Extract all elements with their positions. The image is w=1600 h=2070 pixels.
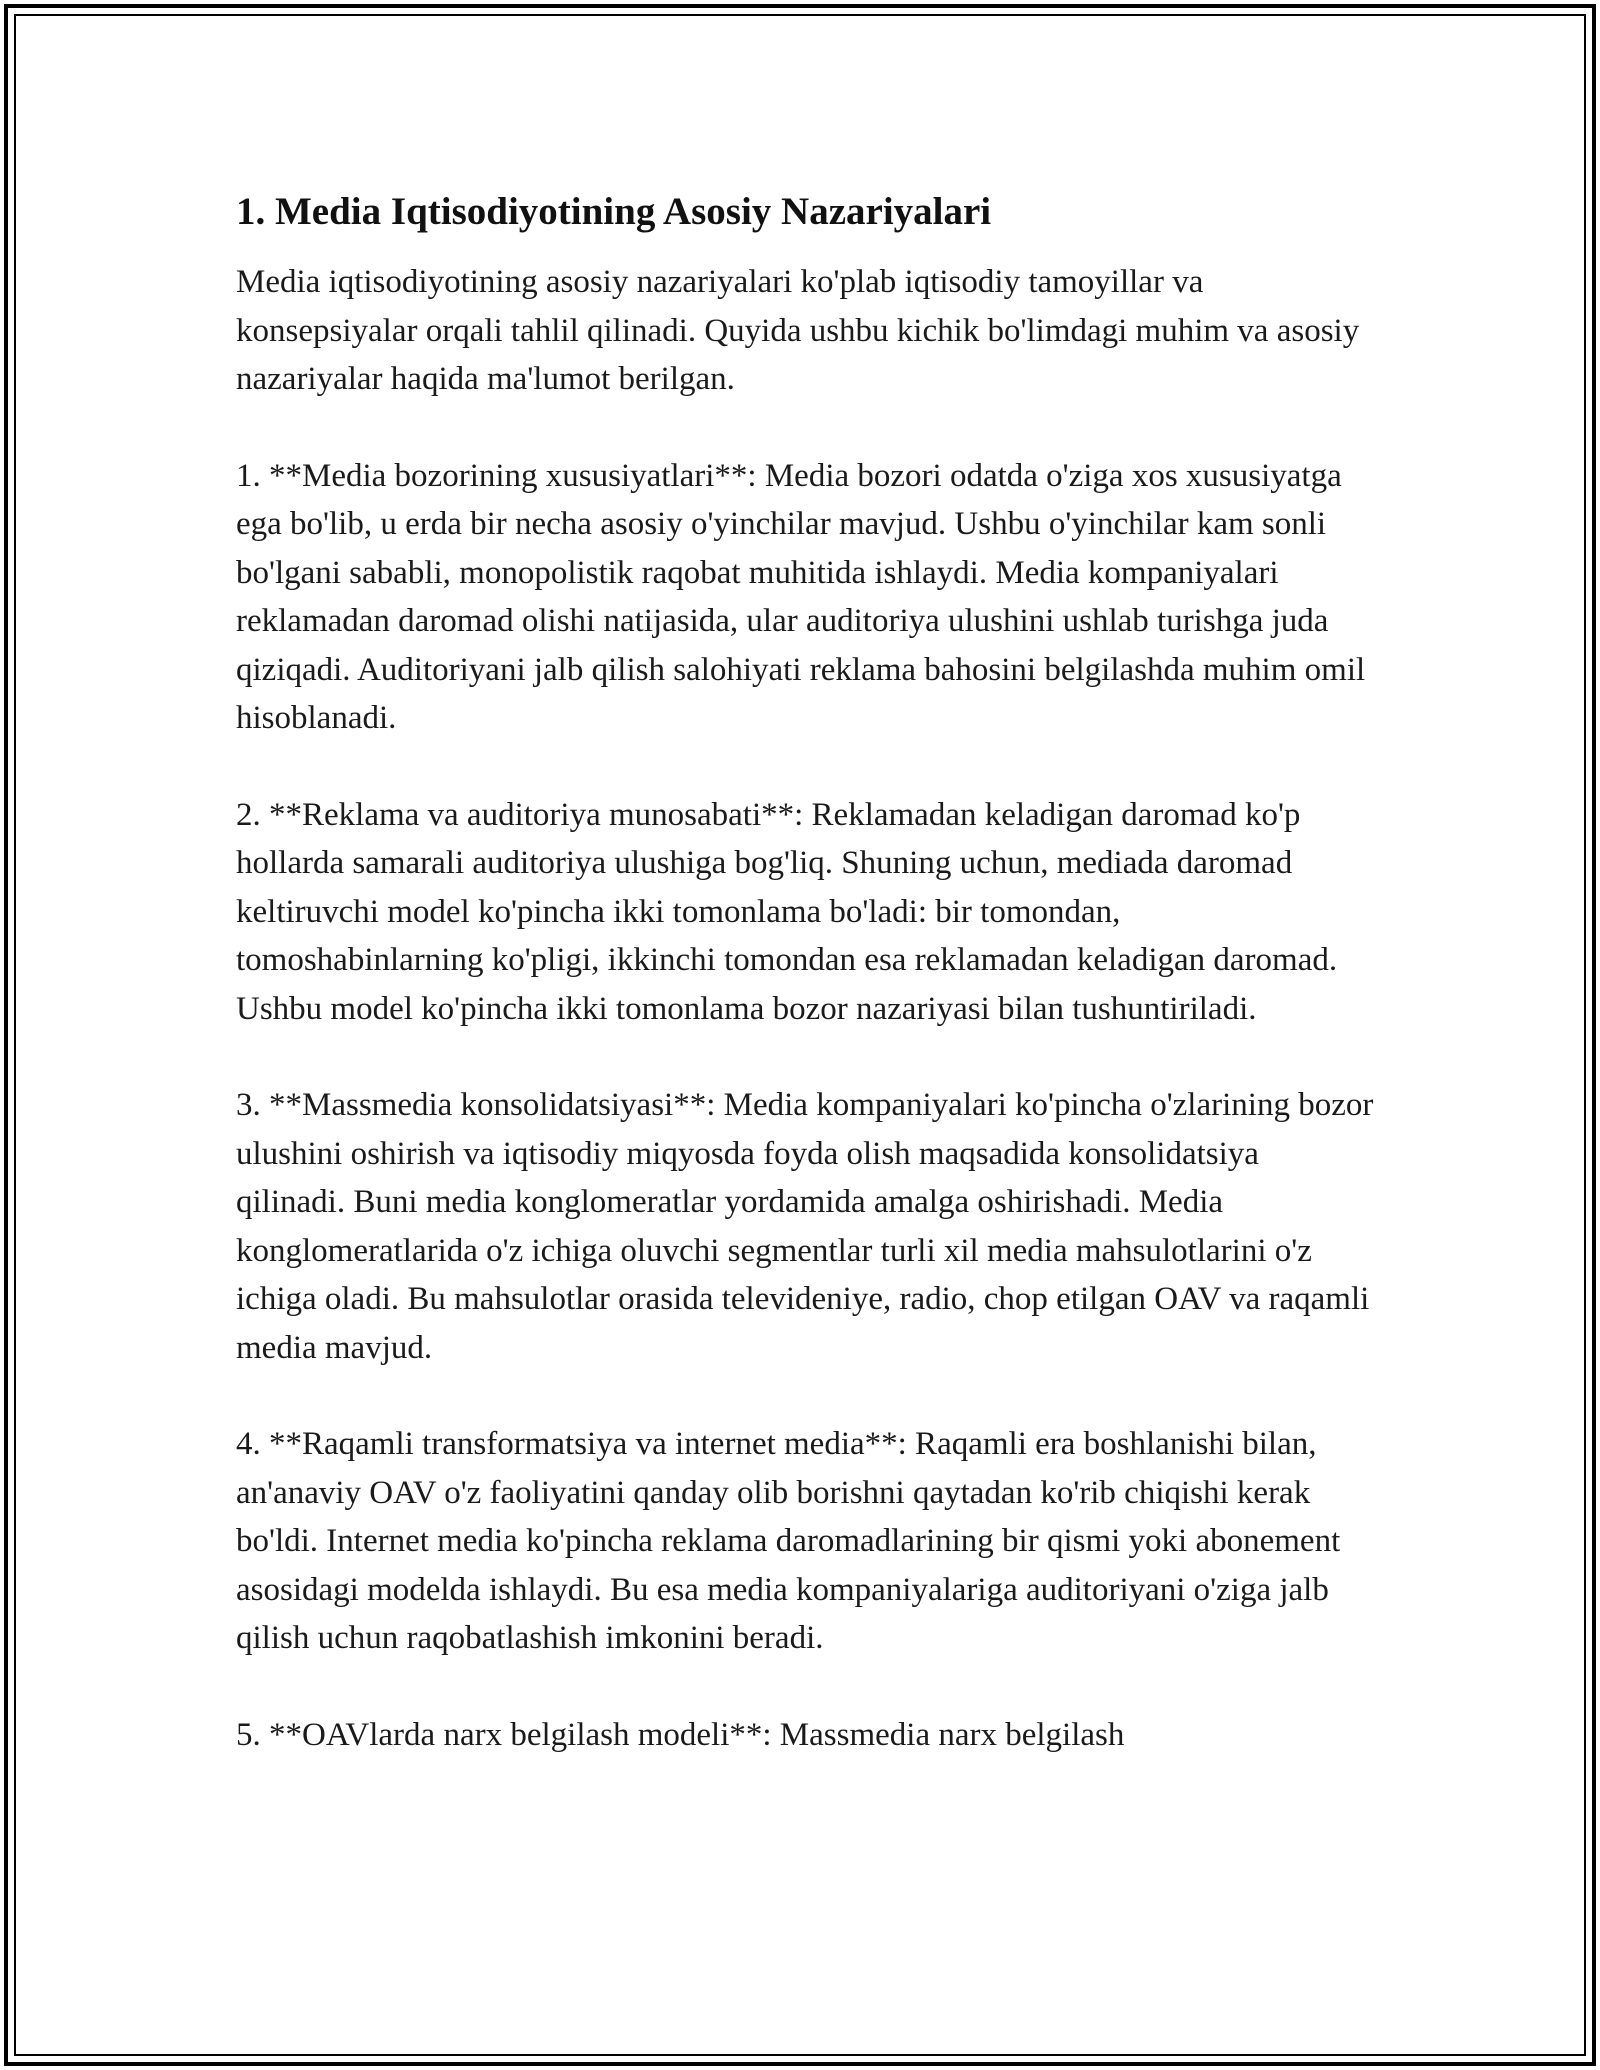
paragraph-item-4: 4. **Raqamli transformatsiya va internet media**: Raqamli era boshlanishi bilan, an'anaviy OAV o'z faoliyatini qanday olib borishni qaytadan ko'rib chiqishi kerak bo'ldi. Internet media ko'pincha reklama daromadlarining bir qismi yoki abonement asosidagi modelda ishlaydi. Bu esa media kompaniyalariga auditoriyani o'ziga jalb qilish uchun raqobatlashish imkonini beradi. <box>236 1426 1341 1656</box>
paragraph-item-2: 2. **Reklama va auditoriya munosabati**: Reklamadan keladigan daromad ko'p hollarda samarali auditoriya ulushiga bog'liq. Shuning uchun, mediada daromad keltiruvchi model ko'pincha ikki tomonlama bo'ladi: bir tomondan, tomoshabinlarning ko'pligi, ikkinchi tomondan esa reklamadan keladigan daromad. Ushbu model ko'pincha ikki tomonlama bozor nazariyasi bilan tushuntiriladi. <box>236 796 1338 1027</box>
document-body <box>236 186 1376 1807</box>
paragraph-item-5: 5. **OAVlarda narx belgilash modeli**: Massmedia narx belgilash <box>236 1716 1125 1753</box>
section-heading: 1. Media Iqtisodiyotining Asosiy Nazariyalari <box>236 190 992 233</box>
intro-paragraph: Media iqtisodiyotining asosiy nazariyalari ko'plab iqtisodiy tamoyillar va konsepsiyalar orqali tahlil qilinadi. Quyida ushbu kichik bo'limdagi muhim va asosiy nazariyalar haqida ma'lumot berilgan. <box>236 264 1360 397</box>
paragraph-item-1: 1. **Media bozorining xususiyatlari**: Media bozori odatda o'ziga xos xususiyatga ega bo'lib, u erda bir necha asosiy o'yinchilar mavjud. Ushbu o'yinchilar kam sonli bo'lgani sababli, monopolistik raqobat muhitida ishlaydi. Media kompaniyalari reklamadan daromad olishi natijasida, ular auditoriya ulushini ushlab turishga juda qiziqadi. Auditoriyani jalb qilish salohiyati reklama bahosini belgilashda muhim omil hisoblanadi. <box>236 457 1366 736</box>
paragraph-item-3: 3. **Massmedia konsolidatsiyasi**: Media kompaniyalari ko'pincha o'zlarining bozor ulushini oshirish va iqtisodiy miqyosda foyda olish maqsadida konsolidatsiya qilinadi. Buni media konglomeratlar yordamida amalga oshirishadi. Media konglomeratlarida o'z ichiga oluvchi segmentlar turli xil media mahsulotlarini o'z ichiga oladi. Bu mahsulotlar orasida televideniye, radio, chop etilgan OAV va raqamli media mavjud. <box>236 1087 1374 1366</box>
